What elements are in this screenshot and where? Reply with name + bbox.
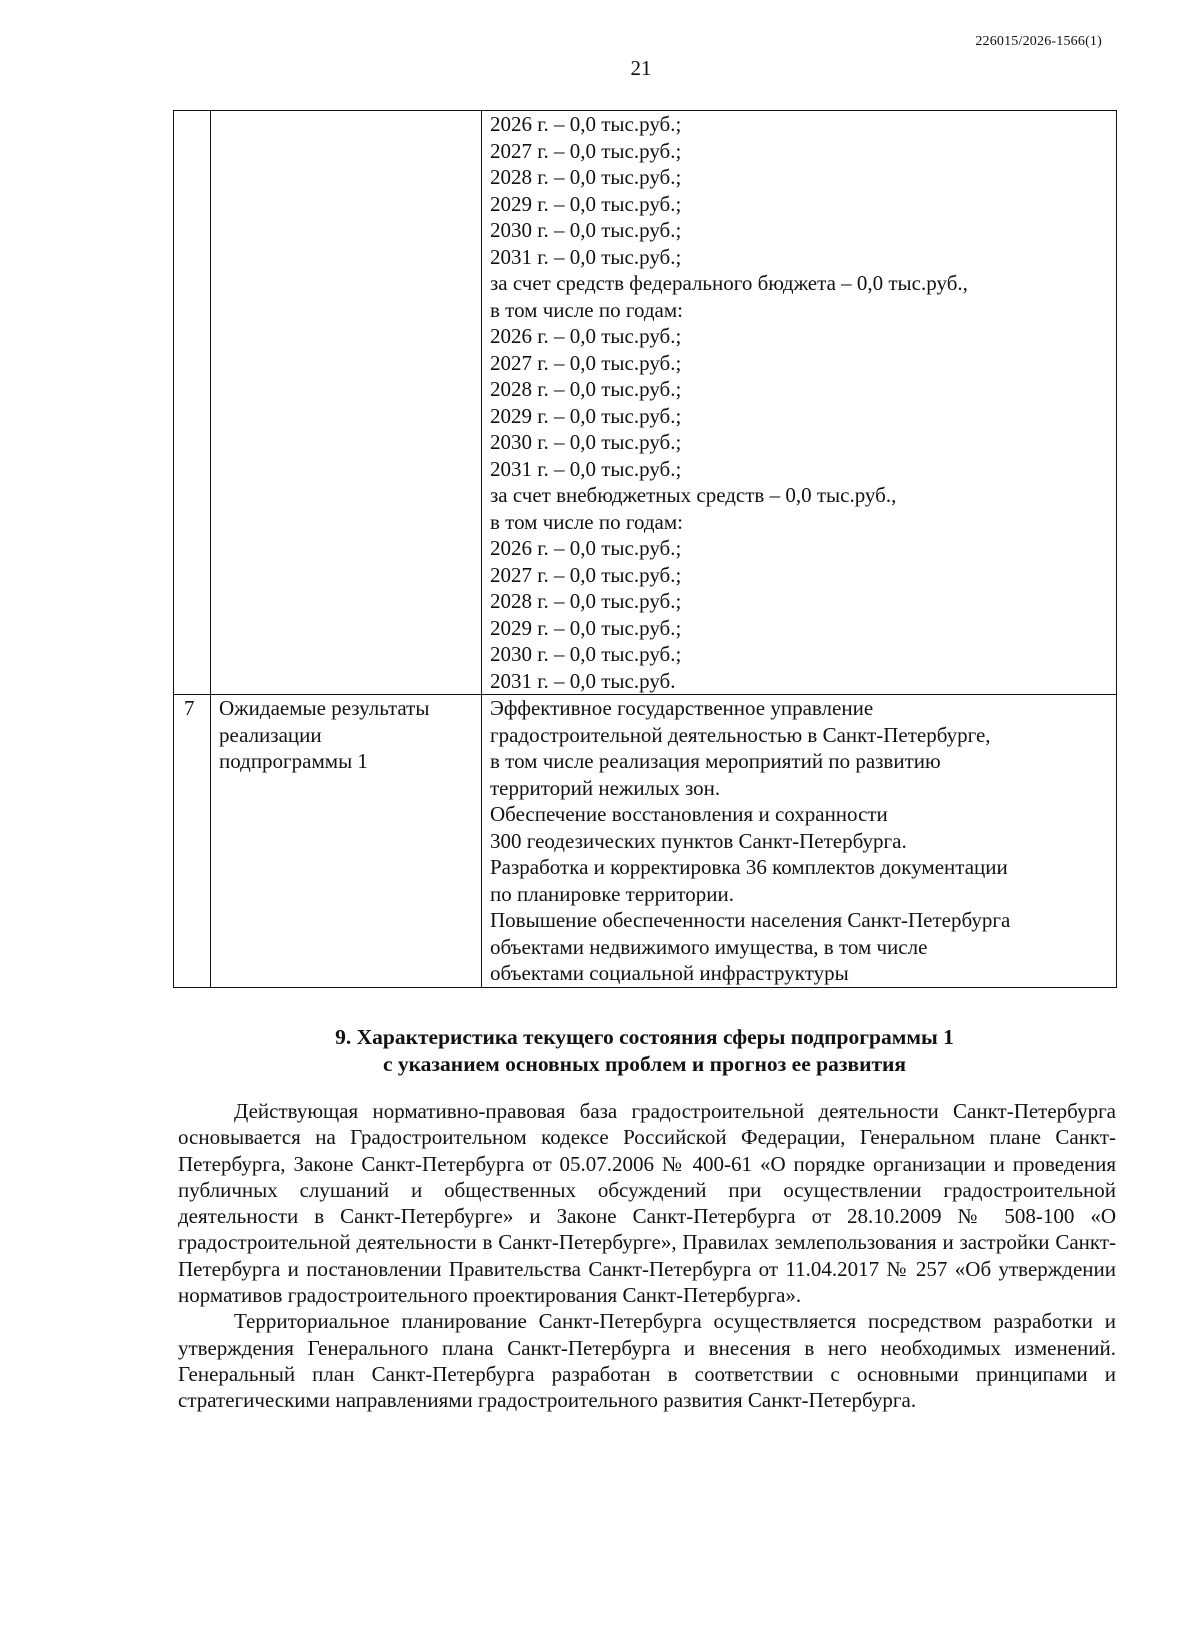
table-row — [174, 111, 1117, 695]
row-content-line: Повышение обеспеченности населения Санкт-Петербурга — [490, 908, 1011, 932]
row-number-cell — [174, 111, 211, 695]
subprogram-passport-table — [173, 110, 1117, 988]
row-content-line: объектами недвижимого имущества, в том числе — [490, 934, 928, 959]
row-content-line: 2031 г. – 0,0 тыс.руб. — [490, 668, 676, 693]
row-content-cell — [482, 111, 1117, 695]
section-heading — [173, 1024, 1116, 1078]
row-content-line: 2030 г. – 0,0 тыс.руб.; — [490, 642, 682, 666]
row-title-line: подпрограммы 1 — [219, 749, 368, 773]
row-content-line: в том числе по годам: — [490, 297, 683, 322]
row-content-line: 2028 г. – 0,0 тыс.руб.; — [490, 165, 682, 189]
section-body — [178, 1098, 1116, 1414]
row-content-line: в том числе по годам: — [490, 509, 683, 534]
row-title-cell — [211, 111, 482, 695]
row-content-line: 2029 г. – 0,0 тыс.руб.; — [490, 191, 682, 216]
row-content-line: по планировке территории. — [490, 881, 735, 906]
row-content-line: Эффективное государственное управление — [490, 696, 874, 720]
table-body — [174, 111, 1117, 988]
row-title-line: реализации — [219, 722, 322, 747]
table-row — [174, 695, 1117, 988]
row-content-line: градостроительной деятельностью в Санкт-Петербурге, — [490, 722, 991, 747]
row-content-line: 2031 г. – 0,0 тыс.руб.; — [490, 244, 682, 269]
paragraph-territorial-planning: Территориальное планирование Санкт-Петербурга осуществляется посредством разработки и утверждения Генерального плана Санкт-Петербурга и внесения в него необходимых изменений. Генеральный план Санкт-Петербурга разработан в соответствии с основными принципами и стратегическими направлениями градостроительного развития Санкт-Петербурга. — [178, 1309, 1116, 1413]
row-content-line: 2030 г. – 0,0 тыс.руб.; — [490, 430, 682, 454]
page-number: 21 — [630, 56, 652, 80]
row-content-line: 2026 г. – 0,0 тыс.руб.; — [490, 324, 682, 348]
row-title-line: Ожидаемые результаты — [219, 696, 430, 720]
row-number-cell: 7 — [174, 695, 211, 988]
row-content-line: за счет внебюджетных средств – 0,0 тыс.руб., — [490, 483, 897, 507]
row-content-line: Обеспечение восстановления и сохранности — [490, 802, 888, 826]
row-content-line: территорий нежилых зон. — [490, 775, 721, 800]
row-content-line: в том числе реализация мероприятий по развитию — [490, 749, 941, 773]
row-content-line: 2031 г. – 0,0 тыс.руб.; — [490, 456, 682, 481]
row-content-line: 2027 г. – 0,0 тыс.руб.; — [490, 562, 682, 587]
document-registration-code: 226015/2026-1566(1) — [975, 34, 1102, 49]
row-content-line: за счет средств федерального бюджета – 0,0 тыс.руб., — [490, 271, 968, 295]
row-content-line: 2026 г. – 0,0 тыс.руб.; — [490, 112, 682, 136]
section-heading-line-2: с указанием основных проблем и прогноз ее развития — [382, 1052, 907, 1076]
row-content-line: 300 геодезических пунктов Санкт-Петербурга. — [490, 828, 907, 853]
row-content-line: 2029 г. – 0,0 тыс.руб.; — [490, 403, 682, 428]
row-content-line: 2027 г. – 0,0 тыс.руб.; — [490, 350, 682, 375]
row-title-cell — [211, 695, 482, 988]
row-content-line: 2030 г. – 0,0 тыс.руб.; — [490, 218, 682, 242]
row-content-line: 2028 г. – 0,0 тыс.руб.; — [490, 589, 682, 613]
row-content-line: 2029 г. – 0,0 тыс.руб.; — [490, 615, 682, 640]
row-content-line: Разработка и корректировка 36 комплектов документации — [490, 855, 1008, 879]
row-content-line: объектами социальной инфраструктуры — [490, 961, 849, 985]
section-heading-line-1: 9. Характеристика текущего состояния сферы подпрограммы 1 — [335, 1025, 954, 1049]
row-content-cell — [482, 695, 1117, 988]
paragraph-legal-framework: Действующая нормативно-правовая база градостроительной деятельности Санкт-Петербурга основывается на Градостроительном кодексе Российской Федерации, Генеральном плане Санкт-Петербурга, Законе Санкт-Петербурга от 05.07.2006 № 400-61 «О порядке организации и проведения публичных слушаний и общественных обсуждений при осуществлении градостроительной деятельности в Санкт-Петербурге» и Законе Санкт-Петербурга от 28.10.2009 № 508-100 «О градостроительной деятельности в Санкт-Петербурге», Правилах землепользования и застройки Санкт-Петербурга и постановлении Правительства Санкт-Петербурга от 11.04.2017 № 257 «Об утверждении нормативов градостроительного проектирования Санкт-Петербурга». — [178, 1099, 1116, 1308]
row-content-line: 2028 г. – 0,0 тыс.руб.; — [490, 377, 682, 401]
row-content-line: 2026 г. – 0,0 тыс.руб.; — [490, 536, 682, 560]
row-content-line: 2027 г. – 0,0 тыс.руб.; — [490, 138, 682, 163]
